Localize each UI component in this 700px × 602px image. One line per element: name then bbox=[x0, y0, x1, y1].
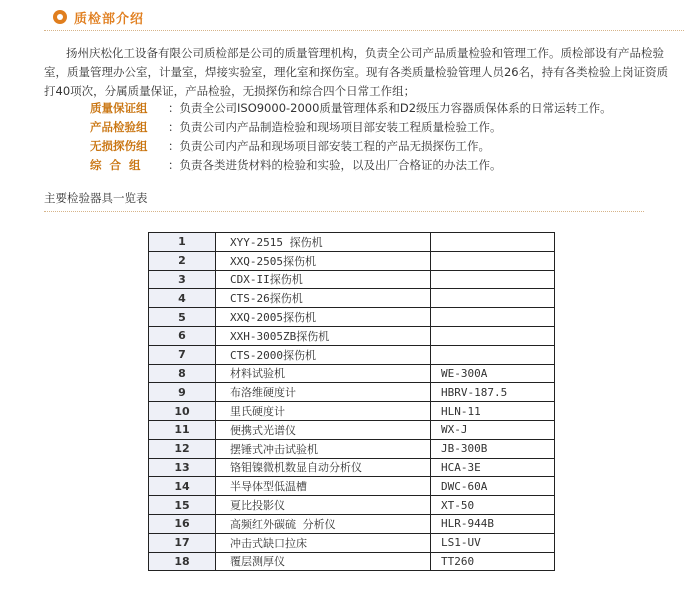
section-title: 质检部介绍 bbox=[74, 12, 145, 27]
row-number: 10 bbox=[149, 402, 216, 421]
equipment-name: XYY-2515 探伤机 bbox=[216, 233, 431, 252]
table-row bbox=[149, 308, 555, 327]
list-title: 主要检验器具一览表 bbox=[44, 191, 148, 205]
equipment-name: 摆锤式冲击试验机 bbox=[216, 439, 431, 458]
equipment-model bbox=[431, 233, 555, 252]
circle-bullet-icon bbox=[53, 10, 67, 24]
table-row bbox=[149, 496, 555, 515]
row-number: 14 bbox=[149, 477, 216, 496]
row-number: 11 bbox=[149, 420, 216, 439]
equipment-model: HLR-944B bbox=[431, 514, 555, 533]
equipment-name: CDX-II探伤机 bbox=[216, 270, 431, 289]
equipment-name: 铬钼镍微机数显自动分析仪 bbox=[216, 458, 431, 477]
table-row bbox=[149, 233, 555, 252]
row-number: 12 bbox=[149, 439, 216, 458]
row-number: 16 bbox=[149, 514, 216, 533]
equipment-name: 夏比投影仪 bbox=[216, 496, 431, 515]
group-desc: ：负责全公司ISO9000-2000质量管理体系和D2级压力容器质保体系的日常运转工作。 bbox=[168, 101, 612, 115]
equipment-model: HCA-3E bbox=[431, 458, 555, 477]
group-name: 综 合 组 bbox=[90, 158, 141, 172]
equipment-model bbox=[431, 326, 555, 345]
header-divider bbox=[44, 30, 684, 31]
group-name: 无损探伤组 bbox=[90, 139, 148, 153]
group-desc: ：负责公司内产品制造检验和现场项目部安装工程质量检验工作。 bbox=[168, 120, 502, 134]
equipment-name: 冲击式缺口拉床 bbox=[216, 533, 431, 552]
group-row bbox=[90, 137, 680, 156]
row-number: 2 bbox=[149, 251, 216, 270]
equipment-name: CTS-2000探伤机 bbox=[216, 345, 431, 364]
table-row bbox=[149, 345, 555, 364]
row-number: 1 bbox=[149, 233, 216, 252]
row-number: 9 bbox=[149, 383, 216, 402]
equipment-name: 里氏硬度计 bbox=[216, 402, 431, 421]
row-number: 5 bbox=[149, 308, 216, 327]
group-desc: ：负责各类进货材料的检验和实验，以及出厂合格证的办法工作。 bbox=[168, 158, 502, 172]
equipment-model bbox=[431, 270, 555, 289]
group-name: 产品检验组 bbox=[90, 120, 148, 134]
table-row bbox=[149, 420, 555, 439]
equipment-name: 布洛维硬度计 bbox=[216, 383, 431, 402]
equipment-model: HLN-11 bbox=[431, 402, 555, 421]
equipment-model: WX-J bbox=[431, 420, 555, 439]
row-number: 7 bbox=[149, 345, 216, 364]
equipment-name: 材料试验机 bbox=[216, 364, 431, 383]
work-groups bbox=[90, 99, 680, 175]
list-divider bbox=[44, 211, 644, 212]
table-row bbox=[149, 364, 555, 383]
equipment-model bbox=[431, 251, 555, 270]
row-number: 15 bbox=[149, 496, 216, 515]
equipment-model: LS1-UV bbox=[431, 533, 555, 552]
equipment-model: DWC-60A bbox=[431, 477, 555, 496]
group-row bbox=[90, 99, 680, 118]
group-name: 质量保证组 bbox=[90, 101, 148, 115]
table-row bbox=[149, 326, 555, 345]
row-number: 6 bbox=[149, 326, 216, 345]
equipment-name: CTS-26探伤机 bbox=[216, 289, 431, 308]
table-row bbox=[149, 383, 555, 402]
table-row bbox=[149, 552, 555, 571]
equipment-model bbox=[431, 308, 555, 327]
table-row bbox=[149, 458, 555, 477]
equipment-model: TT260 bbox=[431, 552, 555, 571]
equipment-name: 覆层测厚仪 bbox=[216, 552, 431, 571]
equipment-name: 半导体型低温槽 bbox=[216, 477, 431, 496]
row-number: 4 bbox=[149, 289, 216, 308]
equipment-table bbox=[148, 232, 555, 571]
table-row bbox=[149, 402, 555, 421]
equipment-name: XXQ-2005探伤机 bbox=[216, 308, 431, 327]
equipment-model: JB-300B bbox=[431, 439, 555, 458]
equipment-model: HBRV-187.5 bbox=[431, 383, 555, 402]
row-number: 3 bbox=[149, 270, 216, 289]
table-row bbox=[149, 533, 555, 552]
table-row bbox=[149, 270, 555, 289]
table-row bbox=[149, 289, 555, 308]
group-row bbox=[90, 156, 680, 175]
equipment-model bbox=[431, 345, 555, 364]
intro-paragraph: 扬州庆松化工设备有限公司质检部是公司的质量管理机构，负责全公司产品质量检验和管理工作。质检部设有产品检验室，质量管理办公室，计量室，焊接实验室，理化室和探伤室。现有各类质量检验管理人员26名，持有各类检验上岗证资质打40项次，分属质量保证，产品检验，无损探伤和综合四个日常工作组； bbox=[44, 46, 669, 98]
section-header bbox=[44, 6, 684, 30]
group-desc: ：负责公司内产品和现场项目部安装工程的产品无损探伤工作。 bbox=[168, 139, 490, 153]
equipment-name: XXQ-2505探伤机 bbox=[216, 251, 431, 270]
table-row bbox=[149, 514, 555, 533]
equipment-name: XXH-3005ZB探伤机 bbox=[216, 326, 431, 345]
row-number: 13 bbox=[149, 458, 216, 477]
row-number: 18 bbox=[149, 552, 216, 571]
group-row bbox=[90, 118, 680, 137]
equipment-model: WE-300A bbox=[431, 364, 555, 383]
table-row bbox=[149, 439, 555, 458]
equipment-model: XT-50 bbox=[431, 496, 555, 515]
equipment-model bbox=[431, 289, 555, 308]
row-number: 17 bbox=[149, 533, 216, 552]
row-number: 8 bbox=[149, 364, 216, 383]
equipment-name: 高频红外碳硫 分析仪 bbox=[216, 514, 431, 533]
table-row bbox=[149, 477, 555, 496]
equipment-name: 便携式光谱仪 bbox=[216, 420, 431, 439]
table-row bbox=[149, 251, 555, 270]
